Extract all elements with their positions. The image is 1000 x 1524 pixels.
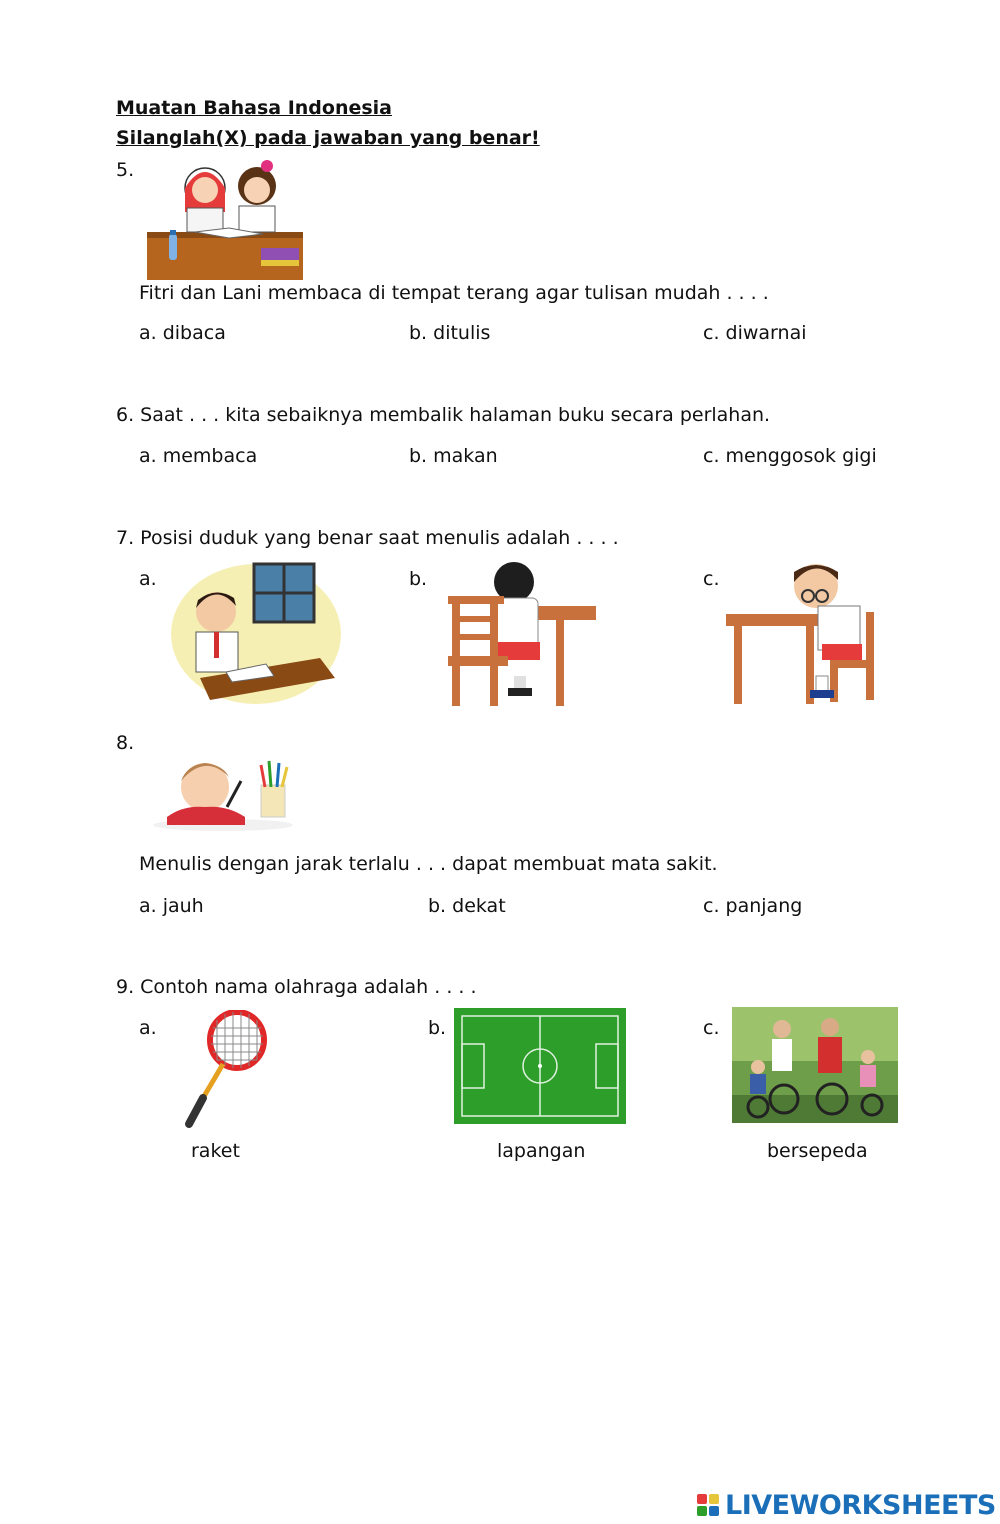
question-5-number: 5. (116, 159, 135, 181)
soccer-field-icon[interactable] (454, 1008, 626, 1124)
question-7-option-b[interactable]: b. (409, 568, 428, 590)
boy-writing-from-behind-icon[interactable] (448, 560, 596, 707)
children-reading-icon (145, 156, 305, 281)
question-7-option-c[interactable]: c. (703, 568, 720, 590)
child-drawing-close-icon (153, 751, 293, 831)
instruction-title: Silanglah(X) pada jawaban yang benar! (116, 127, 540, 149)
liveworksheets-logo (697, 1490, 996, 1520)
question-6-option-c[interactable]: c. menggosok gigi (703, 445, 877, 467)
question-8-option-c[interactable]: c. panjang (703, 895, 803, 917)
question-9-caption-c: bersepeda (767, 1140, 868, 1162)
logo-badge-icon (697, 1494, 719, 1516)
question-7-option-a[interactable]: a. (139, 568, 157, 590)
question-9-caption-a: raket (191, 1140, 240, 1162)
question-9-caption-b: lapangan (497, 1140, 586, 1162)
question-9-option-a[interactable]: a. (139, 1017, 157, 1039)
question-8-prompt: Menulis dengan jarak terlalu . . . dapat membuat mata sakit. (139, 853, 718, 875)
question-8-option-b[interactable]: b. dekat (428, 895, 506, 917)
question-8-option-a[interactable]: a. jauh (139, 895, 204, 917)
question-8-number: 8. (116, 732, 135, 754)
question-5-prompt: Fitri dan Lani membaca di tempat terang agar tulisan mudah . . . . (139, 282, 769, 304)
question-6-option-a[interactable]: a. membaca (139, 445, 258, 467)
boy-writing-by-window-icon[interactable] (170, 560, 342, 705)
question-9-option-b[interactable]: b. (428, 1017, 447, 1039)
question-7-prompt: 7. Posisi duduk yang benar saat menulis adalah . . . . (116, 527, 619, 549)
racket-icon[interactable] (183, 1010, 269, 1130)
question-6-prompt: 6. Saat . . . kita sebaiknya membalik halaman buku secara perlahan. (116, 404, 771, 426)
question-5-option-b[interactable]: b. ditulis (409, 322, 491, 344)
logo-text: LIVEWORKSHEETS (725, 1489, 996, 1521)
question-5-option-c[interactable]: c. diwarnai (703, 322, 807, 344)
family-cycling-icon[interactable] (732, 1007, 898, 1123)
boy-slouching-at-desk-icon[interactable] (726, 558, 882, 704)
question-6-option-b[interactable]: b. makan (409, 445, 498, 467)
question-9-option-c[interactable]: c. (703, 1017, 720, 1039)
question-9-prompt: 9. Contoh nama olahraga adalah . . . . (116, 976, 477, 998)
subject-title: Muatan Bahasa Indonesia (116, 97, 393, 119)
question-5-option-a[interactable]: a. dibaca (139, 322, 226, 344)
